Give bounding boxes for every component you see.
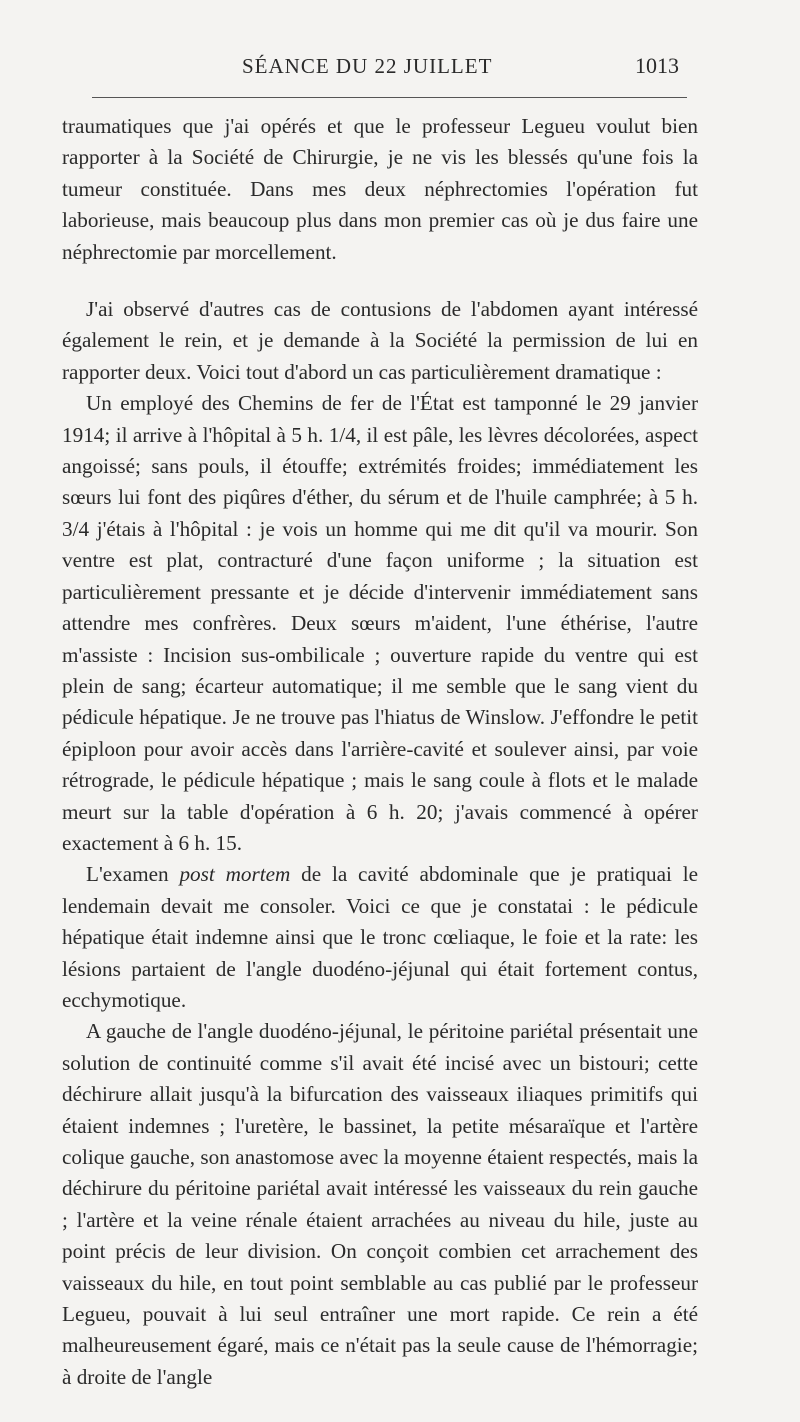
post-mortem-emphasis: post mortem [179,862,291,887]
paragraph-case-report: Un employé des Chemins de fer de l'État est tamponné le 29 janvier 1914; il arrive à l'hôpital à 5 h. 1/4, il est pâle, les lèvres décolorées, aspect angoissé; sans pouls, il étouffe; extrémités froides; immédiatement les sœurs lui font des piqûres d'éther, du sérum et de l'huile camphrée; à 5 h. 3/4 j'étais à l'hôpital : je vois un homme qui me dit qu'il va mourir. Son ventre est plat, contracturé d'une façon uniforme ; la situation est particulièrement pressante et je décide d'intervenir immédiatement sans attendre mes confrères. Deux sœurs m'aident, l'une éthérise, l'autre m'assiste : Incision sus-ombilicale ; ouverture rapide du ventre qui est plein de sang; écarteur automatique; il me semble que le sang vient du pédicule hépatique. Je ne trouve pas l'hiatus de Winslow. J'effondre le petit épiploon pour avoir accès dans l'arrière-cavité et soulever ainsi, par voie rétrograde, le pédicule hépatique ; mais le sang coule à flots et le malade meurt sur la table d'opération à 6 h. 20; j'avais commencé à opérer exactement à 6 h. 15. [62,391,698,855]
paragraph-continuation: traumatiques que j'ai opérés et que le professeur Legueu voulut bien rapporter à la Société de Chirurgie, je ne vis les blessés qu'une fois la tumeur constituée. Dans mes deux néphrectomies l'opération fut laborieuse, mais beaucoup plus dans mon premier cas où je dus faire une néphrectomie par morcellement. [62,114,698,264]
post-mortem-text: de la cavité abdominale que je pratiquai le lendemain devait me consoler. Voici ce que je constatai : le pédicule hépatique était indemne ainsi que le tronc cœliaque, le foie et la rate: les lésions partaient de l'angle duodéno-jéjunal qui était fortement contus, ecchymotique. [62,862,699,1012]
paragraph-findings: A gauche de l'angle duodéno-jéjunal, le péritoine pariétal présentait une solution de continuité comme s'il avait été incisé avec un bistouri; cette déchirure allait jusqu'à la bifurcation des vaisseaux iliaques primitifs qui étaient indemnes ; l'uretère, le bassinet, la petite mésaraïque et l'artère colique gauche, son anastomose avec la moyenne étaient respectés, mais la déchirure du péritoine pariétal avait intéressé les vaisseaux du rein gauche ; l'artère et la veine rénale étaient arrachées au niveau du hile, juste au point précis de leur division. On conçoit combien cet arrachement des vaisseaux du hile, en tout point semblable au cas publié par le professeur Legueu, pouvait à lui seul entraîner une mort rapide. Ce rein a été malheureusement égaré, mais ce n'était pas la seule cause de l'hémorragie; à droite de l'angle [62,1019,698,1389]
header-rule [92,97,687,98]
paragraph-post-mortem [62,859,698,1016]
running-head [92,50,687,80]
page-number: 1013 [635,53,679,78]
body-text [62,111,698,1393]
post-mortem-lead: L'examen [86,862,180,887]
running-head-title: SÉANCE DU 22 JUILLET [242,54,493,78]
paragraph-other-cases: J'ai observé d'autres cas de contusions de l'abdomen ayant intéressé également le rein, et je demande à la Société la permission de lui en rapporter deux. Voici tout d'abord un cas particulièrement dramatique : [62,297,698,384]
